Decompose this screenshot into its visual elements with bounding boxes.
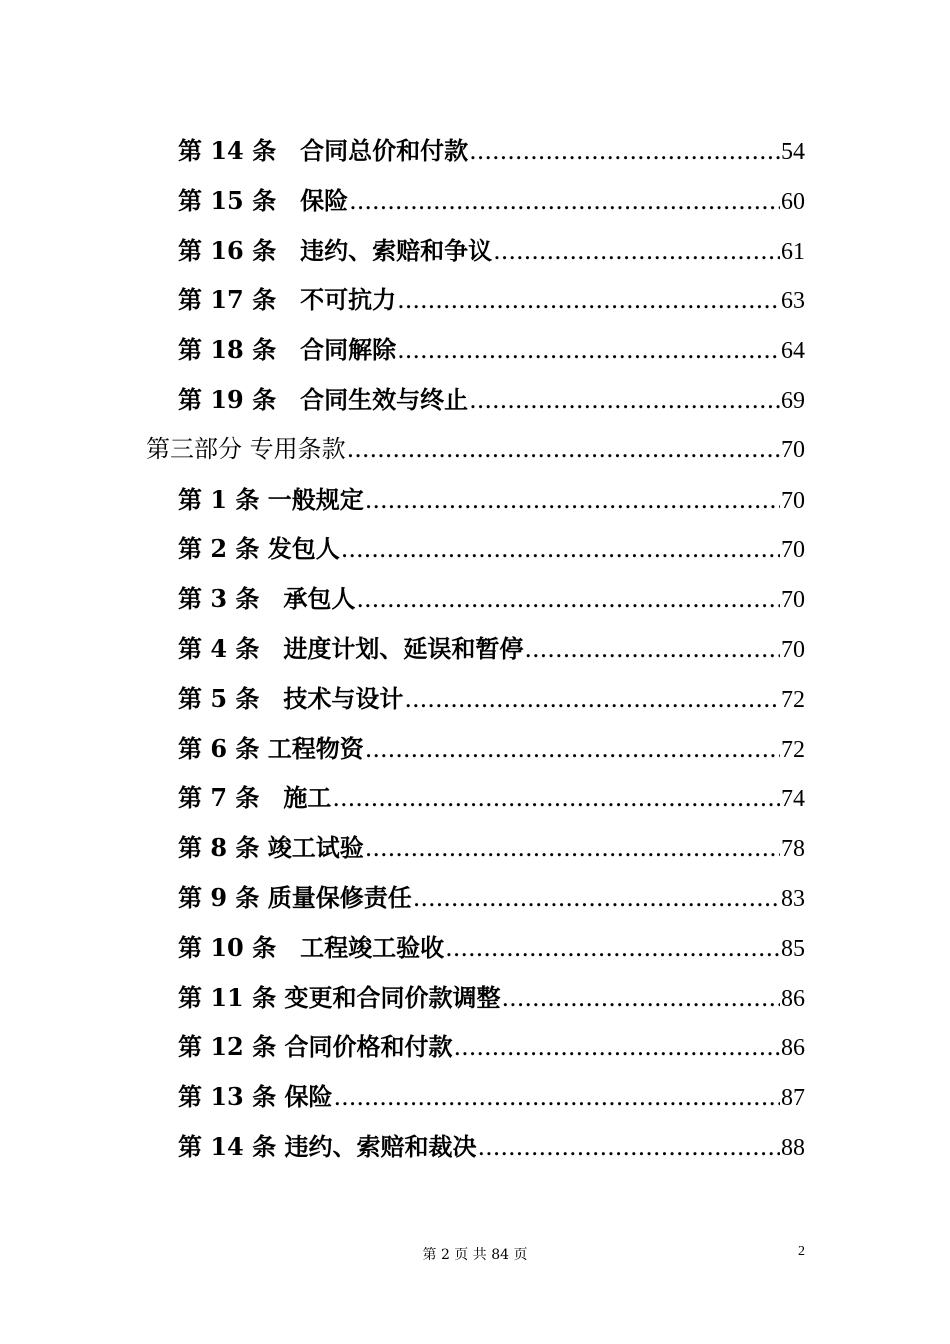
- toc-section-heading[interactable]: [0, 425, 950, 475]
- toc-dot-leader: [365, 824, 780, 874]
- toc-entry[interactable]: [0, 375, 950, 425]
- toc-entry-label: 第三部分 专用条款: [146, 434, 346, 463]
- toc-dot-leader: [453, 1023, 780, 1073]
- toc-entry[interactable]: [0, 126, 950, 176]
- toc-entry-label: 第 17 条 不可抗力: [178, 285, 397, 315]
- toc-dot-leader: [349, 177, 780, 227]
- toc-dot-leader: [347, 425, 780, 475]
- toc-entry-page: 69: [781, 387, 805, 414]
- toc-entry-page: 78: [781, 836, 805, 863]
- toc-entry[interactable]: [0, 773, 950, 823]
- toc-dot-leader: [404, 675, 780, 725]
- toc-entry[interactable]: [0, 226, 950, 276]
- toc-entry-page: 72: [781, 736, 805, 763]
- toc-entry[interactable]: [0, 624, 950, 674]
- toc-entry-page: 70: [781, 636, 805, 663]
- toc-dot-leader: [397, 276, 780, 326]
- toc-entry-page: 86: [781, 985, 805, 1012]
- toc-entry[interactable]: [0, 275, 950, 325]
- toc-dot-leader: [469, 376, 780, 426]
- toc-entry-page: 70: [781, 487, 805, 514]
- toc-entry-label: 第 11 条 变更和合同价款调整: [178, 982, 501, 1012]
- toc-entry[interactable]: [0, 1072, 950, 1122]
- toc-dot-leader: [501, 974, 780, 1024]
- toc-entry[interactable]: [0, 923, 950, 973]
- toc-dot-leader: [397, 326, 780, 376]
- toc-entry-label: 第 8 条 竣工试验: [178, 833, 364, 863]
- toc-entry[interactable]: [0, 823, 950, 873]
- toc-entry-page: 64: [781, 338, 805, 365]
- toc-entry[interactable]: [0, 873, 950, 923]
- toc-entry-page: 70: [781, 436, 805, 463]
- toc-entry-page: 70: [781, 587, 805, 614]
- toc-dot-leader: [524, 625, 780, 675]
- toc-entry[interactable]: [0, 1122, 950, 1172]
- toc-entry[interactable]: [0, 325, 950, 375]
- toc-dot-leader: [445, 924, 780, 974]
- toc-entry-label: 第 7 条 施工: [178, 783, 332, 813]
- toc-entry-label: 第 19 条 合同生效与终止: [178, 384, 469, 414]
- toc-entry-label: 第 12 条 合同价格和付款: [178, 1032, 453, 1062]
- toc-entry-label: 第 6 条 工程物资: [178, 733, 364, 763]
- toc-entry-page: 86: [781, 1035, 805, 1062]
- toc-entry-page: 74: [781, 786, 805, 813]
- toc-entry-label: 第 10 条 工程竣工验收: [178, 932, 445, 962]
- toc-entry[interactable]: [0, 973, 950, 1023]
- toc-entry-label: 第 2 条 发包人: [178, 534, 340, 564]
- table-of-contents: [0, 126, 950, 1172]
- toc-dot-leader: [469, 127, 780, 177]
- toc-entry-page: 72: [781, 686, 805, 713]
- toc-entry[interactable]: [0, 724, 950, 774]
- toc-entry-label: 第 9 条 质量保修责任: [178, 882, 412, 912]
- toc-entry[interactable]: [0, 176, 950, 226]
- toc-dot-leader: [365, 725, 780, 775]
- toc-entry-page: 87: [781, 1085, 805, 1112]
- toc-entry[interactable]: [0, 574, 950, 624]
- toc-dot-leader: [477, 1123, 780, 1173]
- toc-entry[interactable]: [0, 674, 950, 724]
- toc-entry-label: 第 18 条 合同解除: [178, 335, 397, 365]
- toc-entry-label: 第 13 条 保险: [178, 1082, 333, 1112]
- toc-entry-page: 85: [781, 935, 805, 962]
- toc-dot-leader: [365, 476, 780, 526]
- toc-entry-label: 第 3 条 承包人: [178, 584, 356, 614]
- footer-page-number: 2: [798, 1244, 805, 1259]
- toc-entry-label: 第 5 条 技术与设计: [178, 683, 404, 713]
- toc-entry[interactable]: [0, 475, 950, 525]
- toc-dot-leader: [341, 525, 780, 575]
- toc-dot-leader: [333, 1073, 780, 1123]
- toc-entry-label: 第 15 条 保险: [178, 185, 349, 215]
- toc-entry-page: 54: [781, 139, 805, 165]
- toc-entry-page: 60: [781, 188, 805, 215]
- toc-entry-page: 70: [781, 537, 805, 564]
- toc-entry[interactable]: [0, 1022, 950, 1072]
- toc-entry-label: 第 1 条 一般规定: [178, 484, 364, 514]
- toc-entry-label: 第 4 条 进度计划、延误和暂停: [178, 633, 524, 663]
- toc-dot-leader: [332, 774, 780, 824]
- toc-entry-label: 第 14 条 合同总价和付款: [178, 136, 469, 165]
- toc-dot-leader: [356, 575, 780, 625]
- toc-entry-page: 83: [781, 885, 805, 912]
- toc-entry[interactable]: [0, 524, 950, 574]
- toc-entry-page: 63: [781, 288, 805, 315]
- toc-entry-label: 第 16 条 违约、索赔和争议: [178, 235, 493, 265]
- footer-page-info: 第 2 页 共 84 页: [422, 1247, 528, 1263]
- toc-dot-leader: [413, 874, 780, 924]
- toc-entry-label: 第 14 条 违约、索赔和裁决: [178, 1131, 477, 1161]
- toc-entry-page: 88: [781, 1134, 805, 1161]
- toc-entry-page: 61: [781, 238, 805, 265]
- toc-dot-leader: [493, 227, 780, 277]
